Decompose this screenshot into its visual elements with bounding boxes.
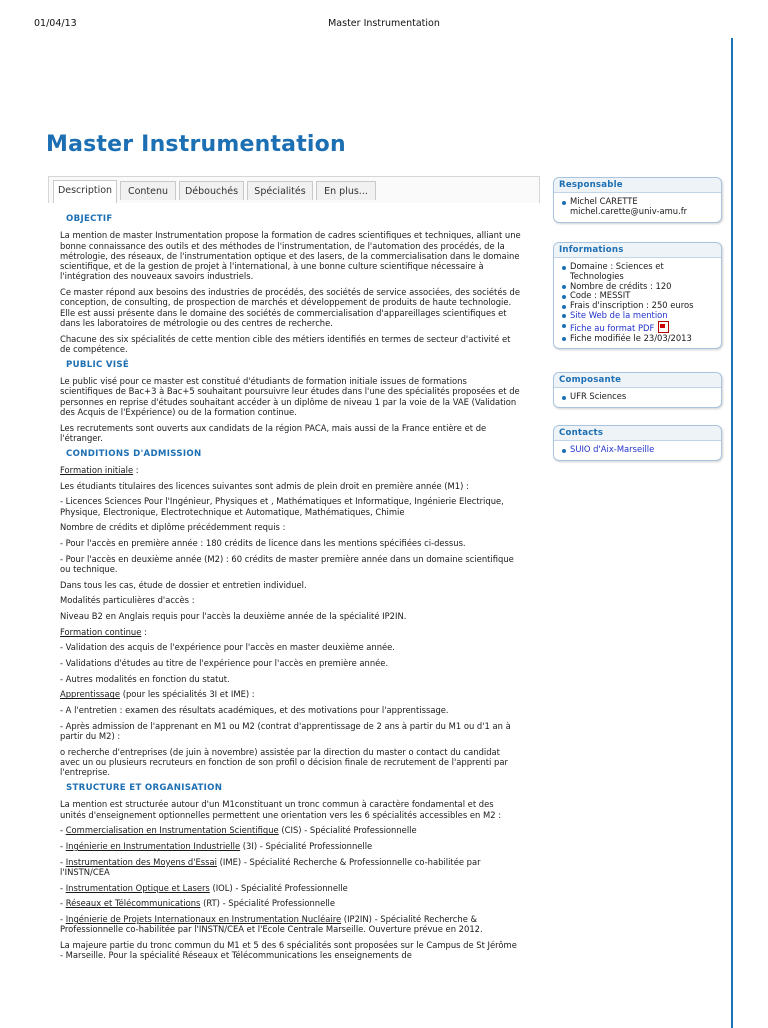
paragraph: - Validations d'études au titre de l'expérience pour l'accès en première année.: [60, 658, 389, 669]
section-heading-public-vise: PUBLIC VISÉ: [66, 359, 130, 370]
informations-title: Informations: [554, 243, 721, 258]
responsable-email-text[interactable]: michel.carette@univ-amu.fr: [570, 205, 688, 216]
item-rest: (IP2IN) - Spécialité Recherche & Professionnelle co-habilitée par l'INSTN/CEA et l'Ecole Centrale Marseille. Ouverture prévue en 2012.: [60, 914, 483, 935]
tab-contenu[interactable]: Contenu: [120, 181, 176, 200]
paragraph: Dans tous les cas, étude de dossier et entretien individuel.: [60, 579, 307, 590]
composante-list: [554, 388, 721, 407]
paragraph: La mention de master Instrumentation propose la formation de cadres scientifiques et techniques, alliant une bonne connaissance des outils et des méthodes de l'instrumentation, de l'automation des procédés, de la métrologie, des réseaux, de l'instrumentation optique et des lasers, de la commercialisation dans le domaine scientifique, et de la gestion de projet à l'international, à une bonne culture scientifique nécessaire à l'intégration des nouveaux savoirs industriels.: [60, 230, 521, 282]
paragraph: Les recrutements sont ouverts aux candidats de la région PACA, mais aussi de la France entière et de l'étranger.: [60, 422, 487, 443]
pdf-icon[interactable]: [658, 321, 669, 333]
bullet-icon: [562, 266, 566, 270]
paragraph: La majeure partie du tronc commun du M1 et 5 des 6 spécialités sont proposées sur le Campus de St Jérôme - Marseille. Pour la spécialité Réseaux et Télécommunications les enseignements de: [60, 940, 517, 961]
responsable-title: Responsable: [554, 178, 721, 193]
formation-initiale-label: Formation initiale: [60, 464, 134, 475]
specialite-link-ip2in[interactable]: Ingénierie de Projets Internationaux en Instrumentation Nucléaire: [65, 914, 342, 925]
responsable-email: [562, 207, 715, 217]
tab-bar: [48, 176, 540, 203]
composante-title: Composante: [554, 373, 721, 388]
print-header: [0, 18, 768, 32]
suio-link[interactable]: SUIO d'Aix-Marseille: [570, 444, 655, 454]
apprentissage-label: Apprentissage: [60, 689, 121, 700]
item-prefix: -: [60, 882, 66, 893]
informations-box: [553, 242, 722, 349]
specialite-item: [60, 914, 521, 935]
contacts-box: [553, 425, 722, 461]
responsable-box: [553, 177, 722, 223]
bullet-icon: [562, 314, 566, 318]
info-fiche-modifiee-text: Fiche modifiée le 23/03/2013: [570, 332, 692, 343]
paragraph: - Autres modalités en fonction du statut.: [60, 673, 230, 684]
specialite-link-3i[interactable]: Ingénierie en Instrumentation Industrielle: [65, 841, 241, 852]
item-prefix: -: [60, 856, 66, 867]
specialite-item: [60, 841, 521, 851]
subsection-formation-continue: [60, 627, 521, 637]
label-suffix: :: [133, 464, 139, 475]
subsection-formation-initiale: [60, 465, 521, 475]
item-prefix: -: [60, 914, 66, 925]
responsable-name-text: Michel CARETTE: [570, 196, 638, 206]
paragraph: Modalités particulières d'accès :: [60, 595, 195, 606]
label-suffix: (pour les spécialités 3I et IME) :: [120, 689, 255, 700]
fiche-pdf-link[interactable]: Fiche au format PDF: [570, 322, 655, 333]
bullet-icon: [562, 285, 566, 289]
info-frais-text: Frais d'inscription : 250 euros: [570, 300, 694, 311]
print-title: Master Instrumentation: [328, 18, 440, 29]
paragraph: Chacune des six spécialités de cette mention cible des métiers identifiés en termes de secteur d'activité et de compétence.: [60, 333, 511, 355]
composante-item: [562, 392, 715, 402]
specialite-link-cis[interactable]: Commercialisation en Instrumentation Scientifique: [65, 825, 279, 836]
item-prefix: -: [60, 825, 66, 836]
description-panel: [60, 214, 521, 966]
bullet-icon: [562, 449, 566, 453]
item-prefix: -: [60, 841, 66, 852]
contacts-item: [562, 445, 715, 455]
tab-specialites[interactable]: Spécialités: [247, 181, 313, 200]
specialite-item: [60, 857, 521, 878]
paragraph: - Validation des acquis de l'expérience pour l'accès en master deuxième année.: [60, 642, 395, 653]
contacts-list: [554, 441, 721, 460]
paragraph: - Après admission de l'apprenant en M1 ou M2 (contrat d'apprentissage de 2 ans à partir du M1 ou d'1 an à partir du M2) :: [60, 720, 511, 742]
info-fiche-modifiee: [562, 334, 715, 344]
paragraph: Les étudiants titulaires des licences suivantes sont admis de plein droit en première année (M1) :: [60, 480, 469, 491]
specialite-link-ime[interactable]: Instrumentation des Moyens d'Essai: [65, 856, 217, 867]
item-prefix: -: [60, 898, 66, 909]
specialite-item: [60, 898, 521, 908]
print-date: 01/04/13: [34, 18, 77, 29]
formation-continue-label: Formation continue: [60, 626, 142, 637]
specialite-item: [60, 825, 521, 835]
info-domaine-text: Domaine : Sciences et Technologies: [570, 261, 664, 281]
bullet-icon: [562, 324, 566, 328]
paragraph: Le public visé pour ce master est constitué d'étudiants de formation initiale issues de formations scientifiques de Bac+3 à Bac+5 souhaitant poursuivre leur études dans l'une des spécialités proposées et de personnes en reprise d'études souhaitant accéder à un diplôme de niveau 1 par la voie de la VAE (Validation des Acquis de l'Expérience) ou de la formation continue.: [60, 376, 520, 417]
info-domaine: [562, 262, 715, 282]
site-web-link[interactable]: Site Web de la mention: [570, 309, 668, 320]
subsection-apprentissage: [60, 689, 521, 699]
paragraph: o recherche d'entreprises (de juin à novembre) assistée par la direction du master o contact du candidat avec un ou plusieurs recruteurs en fonction de son profil o décision finale de recrutement de l'apprenti par l'entreprise.: [60, 746, 508, 778]
bullet-icon: [562, 295, 566, 299]
bullet-icon: [562, 396, 566, 400]
specialite-link-iol[interactable]: Instrumentation Optique et Lasers: [65, 882, 210, 893]
bullet-icon: [562, 337, 566, 341]
paragraph: Nombre de crédits et diplôme précédemment requis :: [60, 522, 286, 533]
info-credits-text: Nombre de crédits : 120: [570, 280, 672, 291]
paragraph: Niveau B2 en Anglais requis pour l'accès la deuxième année de la spécialité IP2IN.: [60, 610, 407, 621]
item-rest: (IOL) - Spécialité Professionnelle: [209, 882, 348, 893]
page-edge-rule: [731, 38, 733, 1028]
paragraph: - Pour l'accès en deuxième année (M2) : 60 crédits de master première année dans un domaine scientifique ou technique.: [60, 553, 514, 574]
paragraph: Ce master répond aux besoins des industries de procédés, des sociétés de service associées, des sociétés de conception, de consulting, de prospection de marchés et développement de produits de haute technologie. Elle est aussi présente dans le domaine des sociétés de commercialisation d'appareillages scientifiques et dans les laboratoires de métrologie ou des centres de recherche.: [60, 287, 520, 329]
responsable-list: [554, 193, 721, 222]
item-rest: (IME) - Spécialité Recherche & Professionnelle co-habilitée par l'INSTN/CEA: [60, 856, 481, 878]
page-title: Master Instrumentation: [46, 132, 346, 157]
section-heading-conditions: CONDITIONS D'ADMISSION: [66, 448, 202, 459]
section-heading-structure: STRUCTURE ET ORGANISATION: [66, 783, 223, 794]
item-rest: (3I) - Spécialité Professionnelle: [240, 841, 373, 852]
tab-description[interactable]: Description: [53, 180, 117, 203]
item-rest: (RT) - Spécialité Professionnelle: [200, 898, 336, 909]
section-heading-objectif: OBJECTIF: [66, 214, 113, 224]
contacts-title: Contacts: [554, 426, 721, 441]
specialite-item: [60, 883, 521, 893]
paragraph: - Pour l'accès en première année : 180 crédits de licence dans les mentions spécifiées ci-dessus.: [60, 537, 466, 548]
informations-list: [554, 258, 721, 348]
paragraph: La mention est structurée autour d'un M1constituant un tronc commun à caractère fondamental et des unités d'enseignement optionnelles permettent une orientation vers les 6 spécialités accessibles en M2 :: [60, 799, 502, 820]
tab-debouches[interactable]: Débouchés: [179, 181, 244, 200]
bullet-icon: [562, 305, 566, 309]
bullet-icon: [562, 201, 566, 205]
paragraph: - A l'entretien : examen des résultats académiques, et des motivations pour l'apprentissage.: [60, 705, 449, 716]
info-code-text: Code : MESSIT: [570, 290, 631, 301]
composante-item-text: UFR Sciences: [570, 391, 627, 401]
item-rest: (CIS) - Spécialité Professionnelle: [278, 825, 417, 836]
info-site-web: [562, 311, 715, 321]
paragraph: - Licences Sciences Pour l'Ingénieur, Physiques et , Mathématiques et Informatique, Ingénierie Electrique, Physique, Electronique, Electrotechnique et Automatique, Mathématiques, Chimie: [60, 496, 504, 517]
label-suffix: :: [141, 626, 147, 637]
composante-box: [553, 372, 722, 408]
tab-en-plus[interactable]: En plus...: [316, 181, 376, 200]
specialite-link-rt[interactable]: Réseaux et Télécommunications: [65, 898, 201, 909]
